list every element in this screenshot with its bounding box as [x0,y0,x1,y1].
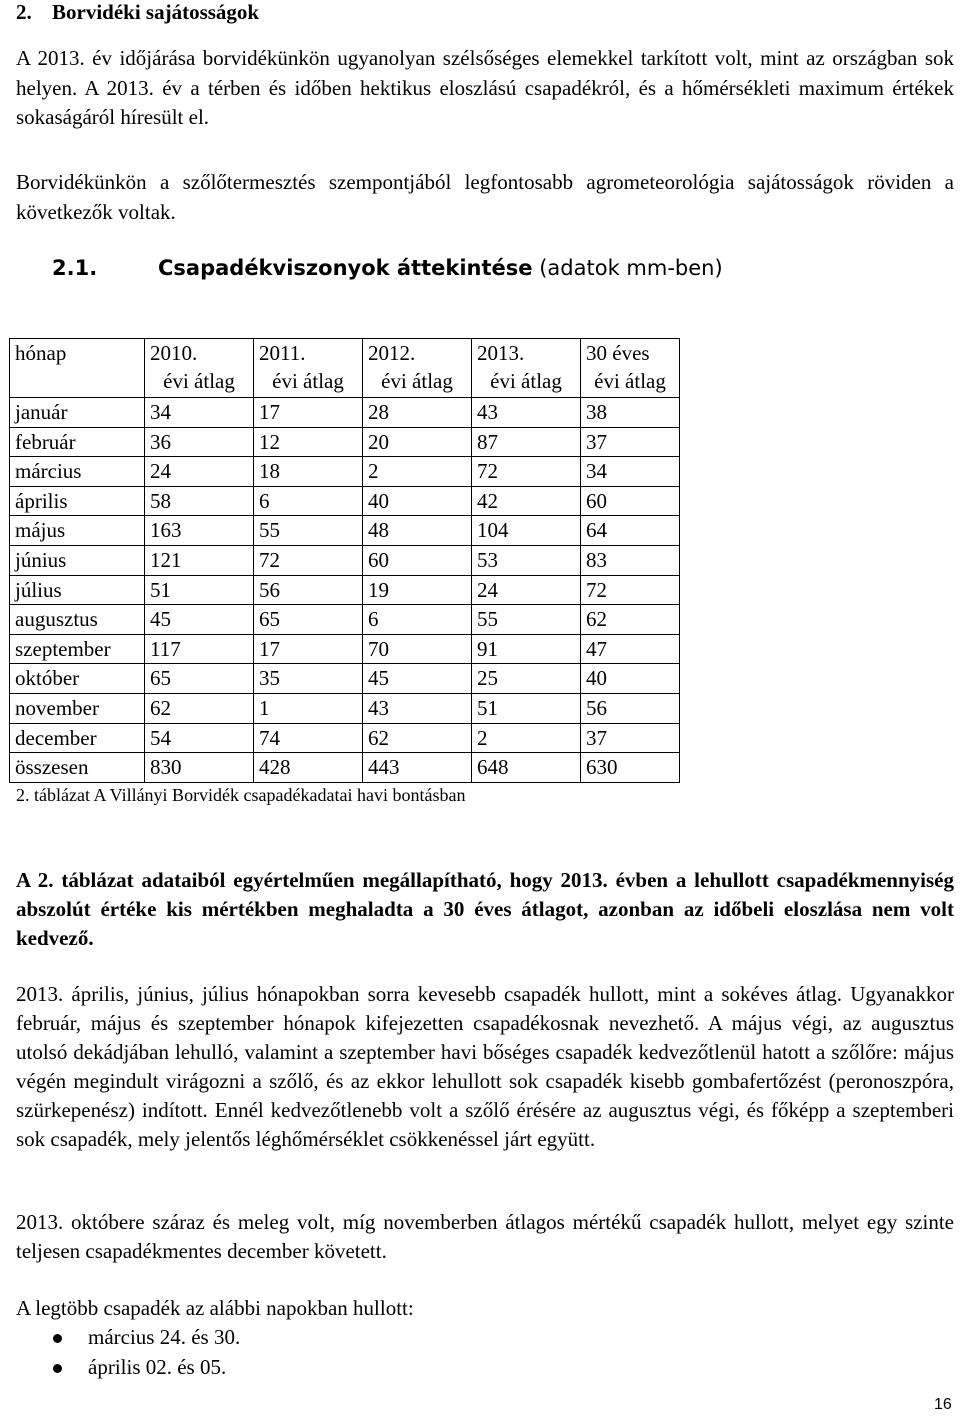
value-cell: 45 [363,664,472,694]
value-cell: 117 [145,634,254,664]
table-row [10,605,680,635]
subsection-heading [52,256,723,280]
value-cell: 12 [254,427,363,457]
value-cell: 70 [363,634,472,664]
body-paragraph-3: A legtöbb csapadék az alábbi napokban hullott: [16,1296,414,1320]
section-title: Borvidéki sajátosságok [52,0,260,24]
value-cell: 51 [472,693,581,723]
table-header-row [10,339,680,398]
value-cell: 648 [472,753,581,783]
month-cell: november [10,693,145,723]
value-cell: 35 [254,664,363,694]
value-cell: 87 [472,427,581,457]
subsection-suffix: (adatok mm-ben) [532,256,723,280]
bold-summary-paragraph: A 2. táblázat adataiból egyértelműen megállapítható, hogy 2013. évben a lehullott csapadékmennyiség abszolút értéke kis mértékben meghaladta a 30 éves átlagot, azonban az időbeli eloszlása nem volt kedvező. [16,868,954,950]
month-cell: március [10,457,145,487]
table-row [10,486,680,516]
value-cell: 19 [363,575,472,605]
bullet-icon [53,1364,62,1373]
table-row [10,634,680,664]
list-item: április 02. és 05. [16,1353,240,1383]
month-cell: július [10,575,145,605]
table-row [10,723,680,753]
header-cell: 30 éves évi átlag [581,339,680,398]
table-row [10,457,680,487]
value-cell: 60 [581,486,680,516]
month-cell: december [10,723,145,753]
value-cell: 45 [145,605,254,635]
subsection-title: Csapadékviszonyok áttekintése [158,256,533,280]
bullet-icon [53,1334,62,1343]
value-cell: 51 [145,575,254,605]
value-cell: 83 [581,545,680,575]
value-cell: 36 [145,427,254,457]
month-cell: október [10,664,145,694]
month-cell: június [10,545,145,575]
table-row [10,664,680,694]
value-cell: 60 [363,545,472,575]
value-cell: 58 [145,486,254,516]
value-cell: 72 [472,457,581,487]
header-cell: hónap [10,339,145,398]
value-cell: 24 [472,575,581,605]
value-cell: 91 [472,634,581,664]
month-cell: összesen [10,753,145,783]
value-cell: 40 [581,664,680,694]
bullet-list [16,1323,240,1382]
value-cell: 1 [254,693,363,723]
value-cell: 64 [581,516,680,546]
value-cell: 62 [363,723,472,753]
value-cell: 34 [581,457,680,487]
header-cell: 2013. évi átlag [472,339,581,398]
value-cell: 47 [581,634,680,664]
month-cell: május [10,516,145,546]
section-heading [16,0,259,25]
value-cell: 2 [472,723,581,753]
intro-paragraph-1: A 2013. év időjárása borvidékünkön ugyanolyan szélsőséges elemekkel tarkított volt, mint az országban sok helyen. A 2013. év a térben és időben hektikus eloszlású csapadékról, és a hőmérsékleti maximum értékek sokaságáról híresült el. [16,46,954,129]
value-cell: 830 [145,753,254,783]
table-row [10,516,680,546]
body-paragraph-1: 2013. április, június, július hónapokban sorra kevesebb csapadék hullott, mint a sokéves átlag. Ugyanakkor február, május és szeptember hónapok kifejezetten csapadékosnak nevezhető. A május végi, az augusztus utolsó dekádjában lehulló, valamint a szeptember havi bőséges csapadék kedvezőtlenül hatott a szőlőre: május végén megindult virágozni a szőlő, és az ekkor lehullott sok csapadék kisebb gombafertőzést (peronoszpóra, szürkepenész) indított. Ennél kedvezőtlenebb volt a szőlő érésére az augusztus végi, és főképp a szeptemberi sok csapadék, mely jelentős léghőmérséklet csökkenéssel járt együtt. [16,982,954,1151]
header-cell: 2012. évi átlag [363,339,472,398]
value-cell: 55 [472,605,581,635]
month-cell: augusztus [10,605,145,635]
value-cell: 104 [472,516,581,546]
value-cell: 34 [145,398,254,428]
value-cell: 40 [363,486,472,516]
value-cell: 163 [145,516,254,546]
table-row [10,693,680,723]
value-cell: 6 [254,486,363,516]
value-cell: 54 [145,723,254,753]
month-cell: február [10,427,145,457]
value-cell: 65 [145,664,254,694]
table-caption: 2. táblázat A Villányi Borvidék csapadékadatai havi bontásban [16,785,466,805]
value-cell: 38 [581,398,680,428]
subsection-number: 2.1. [52,256,98,280]
header-cell: 2011. évi átlag [254,339,363,398]
value-cell: 55 [254,516,363,546]
table-row [10,398,680,428]
header-cell: 2010. évi átlag [145,339,254,398]
value-cell: 72 [254,545,363,575]
value-cell: 62 [581,605,680,635]
value-cell: 28 [363,398,472,428]
list-item: március 24. és 30. [16,1323,240,1353]
value-cell: 37 [581,427,680,457]
value-cell: 2 [363,457,472,487]
value-cell: 48 [363,516,472,546]
value-cell: 18 [254,457,363,487]
value-cell: 20 [363,427,472,457]
intro-paragraph-2: Borvidékünkön a szőlőtermesztés szempontjából legfontosabb agrometeorológia sajátosságok röviden a következők voltak. [16,170,954,224]
month-cell: április [10,486,145,516]
value-cell: 24 [145,457,254,487]
month-cell: január [10,398,145,428]
value-cell: 25 [472,664,581,694]
month-cell: szeptember [10,634,145,664]
value-cell: 62 [145,693,254,723]
value-cell: 43 [472,398,581,428]
value-cell: 443 [363,753,472,783]
table-row [10,753,680,783]
table-row [10,575,680,605]
table-row [10,545,680,575]
page-number: 16 [934,1396,952,1413]
value-cell: 72 [581,575,680,605]
value-cell: 6 [363,605,472,635]
value-cell: 43 [363,693,472,723]
value-cell: 428 [254,753,363,783]
value-cell: 56 [254,575,363,605]
value-cell: 65 [254,605,363,635]
value-cell: 37 [581,723,680,753]
body-paragraph-2: 2013. októbere száraz és meleg volt, míg novemberben átlagos mértékű csapadék hullott, melyet egy szinte teljesen csapadékmentes december követett. [16,1210,954,1263]
value-cell: 42 [472,486,581,516]
value-cell: 53 [472,545,581,575]
value-cell: 17 [254,634,363,664]
value-cell: 121 [145,545,254,575]
value-cell: 56 [581,693,680,723]
value-cell: 630 [581,753,680,783]
section-number: 2. [16,0,32,24]
table-row [10,427,680,457]
precipitation-table [9,338,680,783]
value-cell: 74 [254,723,363,753]
value-cell: 17 [254,398,363,428]
